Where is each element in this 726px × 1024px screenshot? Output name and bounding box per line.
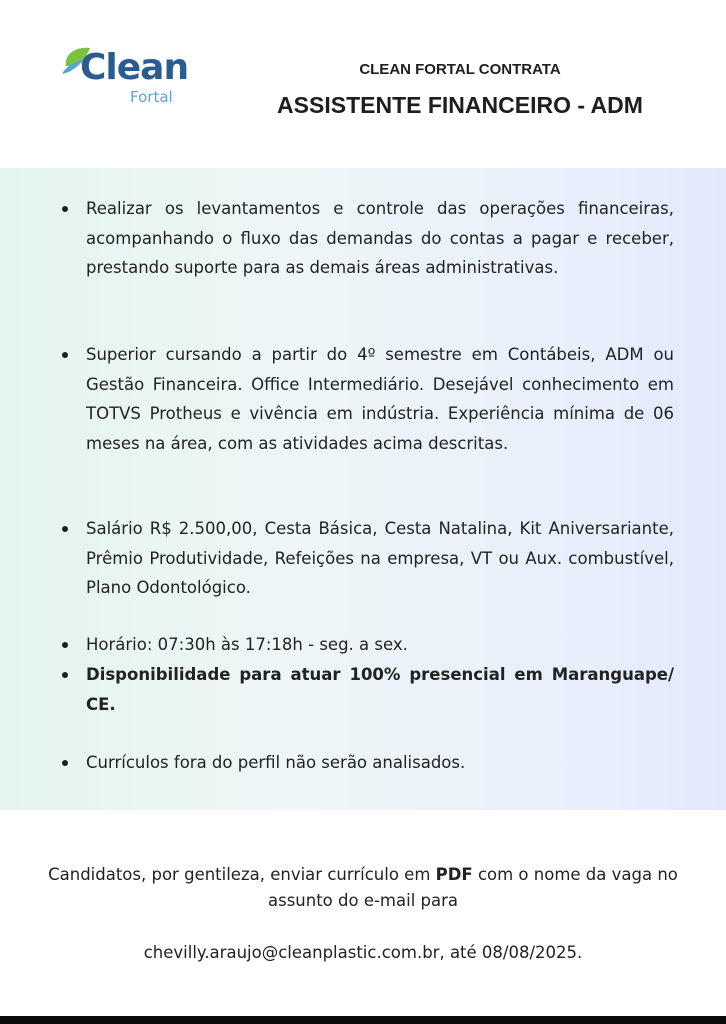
bullet-qualifications: Superior cursando a partir do 4º semestre em Contábeis, ADM ou Gestão Financeira. Office Intermediário. Desejável conhecimento em TOTVS Protheus e vivência em indústria. Experiência mínima de 06 meses na área, com as atividades acima descritas. <box>86 340 674 458</box>
bottom-border <box>0 1016 726 1024</box>
instruction-text-end: com o nome da vaga no assunto do e-mail para <box>267 865 678 910</box>
job-title: ASSISTENTE FINANCEIRO - ADM <box>277 92 643 118</box>
company-line: CLEAN FORTAL CONTRATA <box>359 61 561 78</box>
bullet-profile-note: Currículos fora do perfil não serão analisados. <box>86 748 674 778</box>
clean-fortal-logo <box>60 44 210 114</box>
header <box>0 0 726 168</box>
bullet-schedule: Horário: 07:30h às 17:18h - seg. a sex. <box>86 630 674 660</box>
logo-subword: Fortal <box>130 88 173 106</box>
application-instructions <box>40 862 686 914</box>
logo-wordmark: Clean <box>80 47 189 88</box>
contact-email-deadline: chevilly.araujo@cleanplastic.com.br, até 08/08/2025. <box>143 943 583 962</box>
bullet-responsibilities: Realizar os levantamentos e controle das operações financeiras, acompanhando o fluxo das demandas do contas a pagar e receber, prestando suporte para as demais áreas administrativas. <box>86 194 674 283</box>
instruction-text: Candidatos, por gentileza, enviar currículo em <box>48 865 436 884</box>
pdf-emphasis: PDF <box>435 865 473 884</box>
requirements-panel <box>0 168 726 810</box>
bullet-availability: Disponibilidade para atuar 100% presencial em Maranguape/ CE. <box>86 660 674 719</box>
bullet-benefits: Salário R$ 2.500,00, Cesta Básica, Cesta Natalina, Kit Aniversariante, Prêmio Produtividade, Refeições na empresa, VT ou Aux. combustível, Plano Odontológico. <box>86 514 674 603</box>
